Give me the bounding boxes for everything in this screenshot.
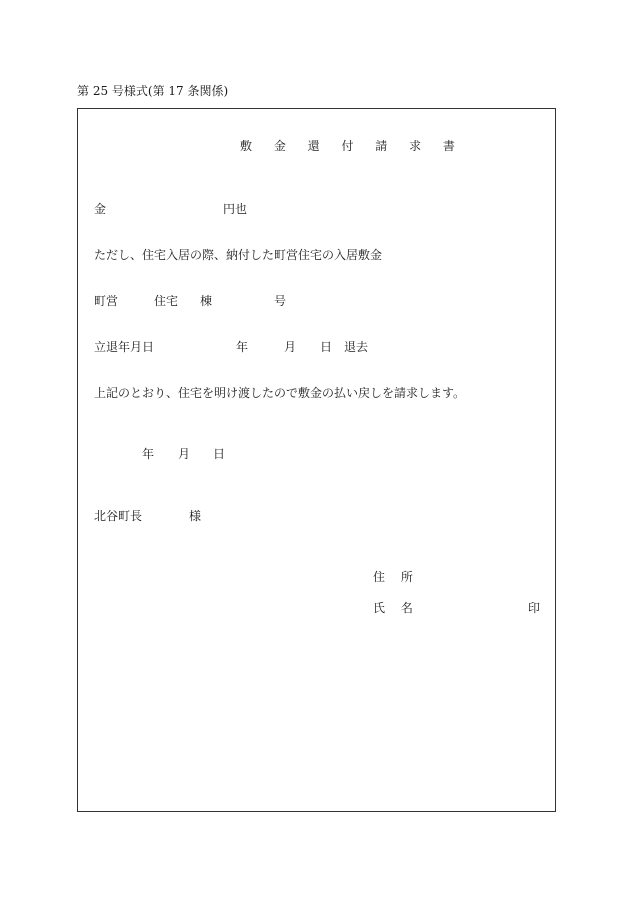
amount-prefix: 金 (94, 202, 107, 216)
move-out-label: 立退年月日 (94, 340, 155, 354)
form-number: 第 25 号様式(第 17 条関係) (77, 84, 229, 98)
move-out-day: 日 (320, 340, 333, 354)
move-out-month: 月 (284, 340, 297, 354)
housing-building: 棟 (200, 294, 213, 308)
request-text: 上記のとおり、住宅を明け渡したので敷金の払い戻しを請求します。 (94, 386, 466, 400)
move-out-year: 年 (236, 340, 249, 354)
housing-number: 号 (274, 294, 287, 308)
seal-mark: 印 (528, 601, 541, 615)
move-out-suffix: 退去 (344, 340, 369, 354)
address-label: 住 所 (373, 570, 419, 584)
date-month: 月 (178, 447, 191, 461)
housing-town: 町営 (94, 294, 119, 308)
name-label: 氏 名 (373, 601, 419, 615)
housing-label: 住宅 (154, 294, 179, 308)
date-day: 日 (213, 447, 226, 461)
date-year: 年 (142, 447, 155, 461)
addressee-honorific: 様 (189, 509, 202, 523)
amount-suffix: 円也 (223, 202, 248, 216)
addressee-name: 北谷町長 (94, 509, 143, 523)
deposit-note: ただし、住宅入居の際、納付した町営住宅の入居敷金 (94, 248, 383, 262)
form-title: 敷 金 還 付 請 求 書 (240, 139, 464, 153)
